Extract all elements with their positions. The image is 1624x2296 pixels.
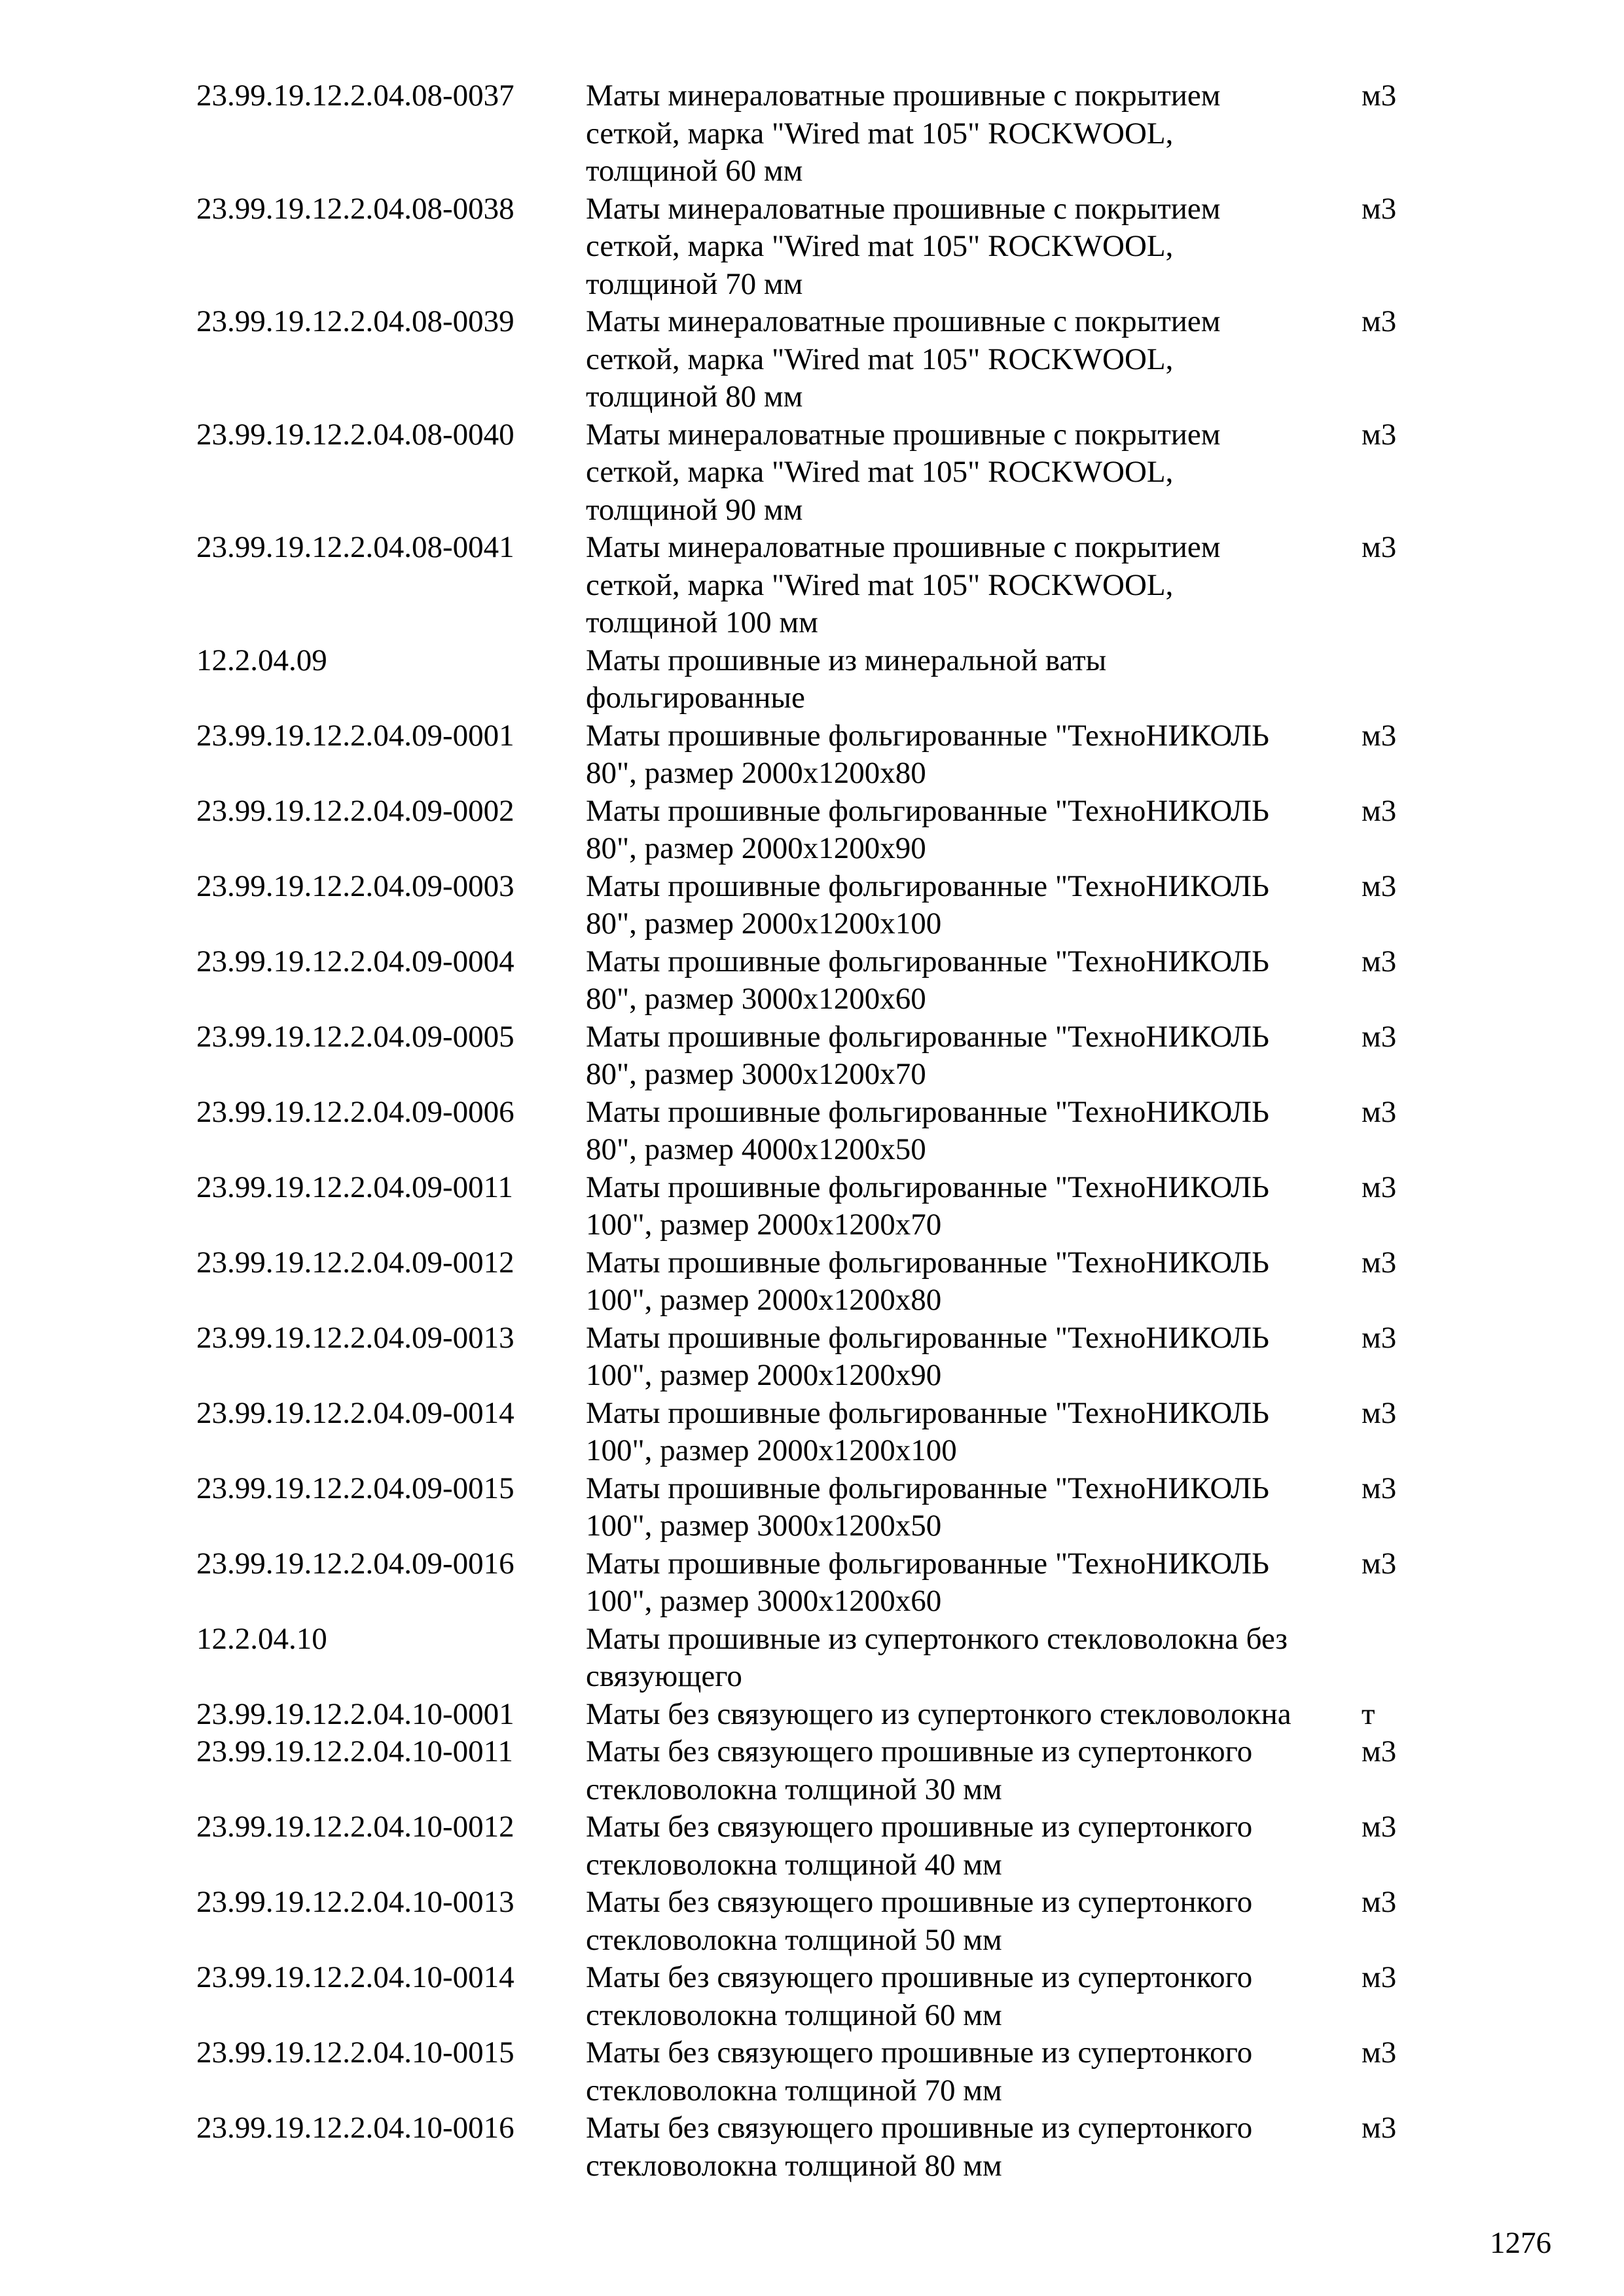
row-unit: м3	[1362, 1734, 1397, 1768]
table-row	[196, 2109, 1440, 2185]
row-unit: м3	[1362, 1960, 1397, 1994]
row-unit: м3	[1362, 1245, 1397, 1280]
row-code: 23.99.19.12.2.04.10-0011	[196, 1734, 513, 1768]
row-unit: м3	[1362, 417, 1397, 452]
row-code: 23.99.19.12.2.04.08-0040	[196, 417, 514, 452]
row-unit: м3	[1362, 2036, 1397, 2070]
row-code: 23.99.19.12.2.04.08-0038	[196, 191, 514, 226]
row-name: Маты прошивные фольгированные "ТехноНИКОЛЬ 80", размер 4000х1200х50	[586, 1094, 1269, 1166]
row-code: 23.99.19.12.2.04.09-0003	[196, 869, 514, 903]
table-row	[196, 1244, 1440, 1319]
row-unit: м3	[1362, 718, 1397, 753]
table-row	[196, 868, 1440, 943]
row-unit: м3	[1362, 1546, 1397, 1581]
row-name: Маты минераловатные прошивные с покрытием сеткой, марка "Wired mat 105" ROCKWOOL, толщиной 100 мм	[586, 530, 1221, 639]
section-name: Маты прошивные из супертонкого стекловолокна без связующего	[586, 1621, 1288, 1693]
row-code: 23.99.19.12.2.04.08-0037	[196, 79, 514, 113]
row-unit: м3	[1362, 1019, 1397, 1054]
row-name: Маты прошивные фольгированные "ТехноНИКОЛЬ 80", размер 2000х1200х80	[586, 718, 1269, 790]
row-name: Маты прошивные фольгированные "ТехноНИКОЛЬ 100", размер 2000х1200х100	[586, 1395, 1269, 1467]
table-row	[196, 1884, 1440, 1959]
row-name: Маты без связующего прошивные из супертонкого стекловолокна толщиной 30 мм	[586, 1734, 1253, 1806]
table-row	[196, 1696, 1440, 1734]
row-name: Маты минераловатные прошивные с покрытием сеткой, марка "Wired mat 105" ROCKWOOL, толщиной 60 мм	[586, 79, 1221, 188]
page-number: 1276	[1490, 2226, 1551, 2260]
row-name: Маты прошивные фольгированные "ТехноНИКОЛЬ 100", размер 2000х1200х80	[586, 1245, 1269, 1317]
row-unit: м3	[1362, 793, 1397, 828]
row-name: Маты прошивные фольгированные "ТехноНИКОЛЬ 80", размер 2000х1200х90	[586, 793, 1269, 865]
row-name: Маты прошивные фольгированные "ТехноНИКОЛЬ 80", размер 3000х1200х60	[586, 944, 1269, 1016]
row-name: Маты минераловатные прошивные с покрытием сеткой, марка "Wired mat 105" ROCKWOOL, толщиной 80 мм	[586, 304, 1221, 414]
table-row	[196, 303, 1440, 416]
table-row	[196, 717, 1440, 793]
table-row	[196, 1094, 1440, 1169]
table-row	[196, 1470, 1440, 1545]
row-name: Маты минераловатные прошивные с покрытием сеткой, марка "Wired mat 105" ROCKWOOL, толщиной 70 мм	[586, 191, 1221, 301]
row-unit: м3	[1362, 530, 1397, 564]
row-name: Маты прошивные фольгированные "ТехноНИКОЛЬ 100", размер 2000х1200х70	[586, 1170, 1269, 1242]
row-code: 23.99.19.12.2.04.09-0002	[196, 793, 514, 828]
table-row	[196, 1169, 1440, 1244]
row-code: 23.99.19.12.2.04.09-0012	[196, 1245, 514, 1280]
row-code: 23.99.19.12.2.04.10-0014	[196, 1960, 514, 1994]
row-name: Маты минераловатные прошивные с покрытием сеткой, марка "Wired mat 105" ROCKWOOL, толщиной 90 мм	[586, 417, 1221, 527]
row-name: Маты без связующего прошивные из супертонкого стекловолокна толщиной 60 мм	[586, 1960, 1253, 2032]
row-unit: м3	[1362, 1170, 1397, 1204]
row-name: Маты без связующего прошивные из супертонкого стекловолокна толщиной 50 мм	[586, 1885, 1253, 1957]
table-row	[196, 793, 1440, 868]
section-code: 12.2.04.09	[196, 643, 327, 677]
section-row	[196, 1621, 1440, 1696]
section-row	[196, 642, 1440, 717]
table-row	[196, 1808, 1440, 1884]
row-name: Маты прошивные фольгированные "ТехноНИКОЛЬ 100", размер 2000х1200х90	[586, 1320, 1269, 1392]
row-unit: м3	[1362, 79, 1397, 113]
table-row	[196, 1395, 1440, 1470]
row-name: Маты прошивные фольгированные "ТехноНИКОЛЬ 100", размер 3000х1200х60	[586, 1546, 1269, 1618]
price-list-table	[196, 77, 1440, 2185]
row-unit: м3	[1362, 944, 1397, 978]
table-row	[196, 1545, 1440, 1621]
row-code: 23.99.19.12.2.04.08-0041	[196, 530, 514, 564]
row-code: 23.99.19.12.2.04.10-0012	[196, 1810, 514, 1844]
row-code: 23.99.19.12.2.04.10-0015	[196, 2036, 514, 2070]
row-name: Маты прошивные фольгированные "ТехноНИКОЛЬ 80", размер 2000х1200х100	[586, 869, 1269, 941]
row-name: Маты без связующего прошивные из супертонкого стекловолокна толщиной 70 мм	[586, 2036, 1253, 2108]
row-code: 23.99.19.12.2.04.09-0001	[196, 718, 514, 753]
row-code: 23.99.19.12.2.04.09-0014	[196, 1395, 514, 1430]
row-name: Маты без связующего прошивные из супертонкого стекловолокна толщиной 40 мм	[586, 1810, 1253, 1882]
row-unit: м3	[1362, 191, 1397, 226]
row-unit: м3	[1362, 1395, 1397, 1430]
row-code: 23.99.19.12.2.04.09-0006	[196, 1094, 514, 1129]
row-unit: м3	[1362, 1471, 1397, 1505]
table-row	[196, 529, 1440, 642]
row-code: 23.99.19.12.2.04.10-0001	[196, 1696, 514, 1731]
row-code: 23.99.19.12.2.04.09-0015	[196, 1471, 514, 1505]
row-code: 23.99.19.12.2.04.09-0004	[196, 944, 514, 978]
section-name: Маты прошивные из минеральной ваты фольгированные	[586, 643, 1107, 715]
table-row	[196, 77, 1440, 190]
row-code: 23.99.19.12.2.04.09-0005	[196, 1019, 514, 1054]
row-unit: м3	[1362, 1885, 1397, 1919]
row-name: Маты прошивные фольгированные "ТехноНИКОЛЬ 100", размер 3000х1200х50	[586, 1471, 1269, 1543]
table-row	[196, 416, 1440, 529]
table-row	[196, 190, 1440, 304]
table-row	[196, 943, 1440, 1018]
row-name: Маты без связующего прошивные из супертонкого стекловолокна толщиной 80 мм	[586, 2111, 1253, 2183]
row-code: 23.99.19.12.2.04.08-0039	[196, 304, 514, 338]
row-unit: м3	[1362, 869, 1397, 903]
table-row	[196, 1733, 1440, 1808]
table-row	[196, 1018, 1440, 1094]
table-row	[196, 1959, 1440, 2034]
row-code: 23.99.19.12.2.04.09-0016	[196, 1546, 514, 1581]
row-unit: м3	[1362, 1094, 1397, 1129]
table-row	[196, 1319, 1440, 1395]
section-code: 12.2.04.10	[196, 1621, 327, 1656]
row-code: 23.99.19.12.2.04.09-0013	[196, 1320, 514, 1355]
row-name: Маты прошивные фольгированные "ТехноНИКОЛЬ 80", размер 3000х1200х70	[586, 1019, 1269, 1091]
row-unit: м3	[1362, 304, 1397, 338]
row-name: Маты без связующего из супертонкого стекловолокна	[586, 1696, 1291, 1731]
row-code: 23.99.19.12.2.04.10-0013	[196, 1885, 514, 1919]
row-code: 23.99.19.12.2.04.10-0016	[196, 2111, 514, 2145]
row-unit: м3	[1362, 1320, 1397, 1355]
row-unit: т	[1362, 1696, 1375, 1731]
row-code: 23.99.19.12.2.04.09-0011	[196, 1170, 513, 1204]
row-unit: м3	[1362, 1810, 1397, 1844]
row-unit: м3	[1362, 2111, 1397, 2145]
table-row	[196, 2034, 1440, 2109]
